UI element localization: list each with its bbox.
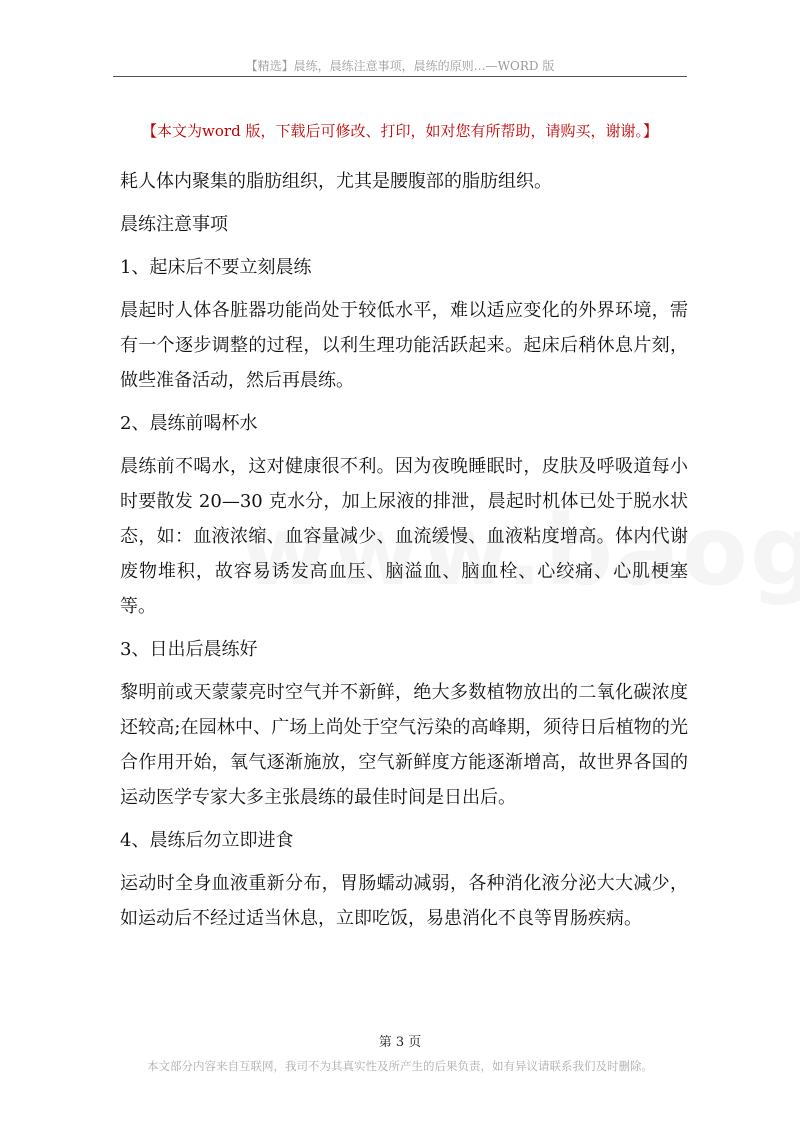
paragraph: 晨起时人体各脏器功能尚处于较低水平，难以适应变化的外界环境，需有一个逐步调整的过程，以利生理功能活跃起来。起床后稍休息片刻，做些准备活动，然后再晨练。: [120, 300, 688, 391]
section-title: 晨练注意事项: [120, 214, 228, 235]
subheading: 4、晨练后勿立即进食: [120, 830, 294, 851]
footer-disclaimer: 本文部分内容来自互联网，我司不为其真实性及所产生的后果负责，如有异议请联系我们及时删除。: [147, 1059, 653, 1073]
subheading: 1、起床后不要立刻晨练: [120, 257, 312, 278]
document-body: [120, 164, 688, 944]
document-header: 【精选】晨练，晨练注意事项，晨练的原则…—WORD 版: [245, 59, 555, 73]
paragraph: 晨练前不喝水，这对健康很不利。因为夜晚睡眠时，皮肤及呼吸道每小时要散发 20—30 克水分，加上尿液的排泄，晨起时机体已处于脱水状态，如：血液浓缩、血容量减少、血流缓慢、血液粘度增高。体内代谢废物堆积，故容易诱发高血压、脑溢血、脑血栓、心绞痛、心肌梗塞等。: [120, 456, 688, 617]
paragraph: 运动时全身血液重新分布，胃肠蠕动减弱，各种消化液分泌大大减少，如运动后不经过适当休息，立即吃饭，易患消化不良等胃肠疾病。: [120, 873, 688, 929]
page-number: 第 3 页: [378, 1035, 422, 1050]
subheading: 2、晨练前喝杯水: [120, 413, 258, 434]
download-notice: 【本文为word 版，下载后可修改、打印，如对您有所帮助，请购买，谢谢。】: [142, 122, 658, 140]
paragraph: 耗人体内聚集的脂肪组织，尤其是腰腹部的脂肪组织。: [120, 171, 552, 192]
header-divider: [113, 76, 687, 77]
subheading: 3、日出后晨练好: [120, 639, 258, 660]
paragraph: 黎明前或天蒙蒙亮时空气并不新鲜，绝大多数植物放出的二氧化碳浓度还较高;在园林中、广场上尚处于空气污染的高峰期，须待日后植物的光合作用开始，氧气逐渐施放，空气新鲜度方能逐渐增高，故世界各国的运动医学专家大多主张晨练的最佳时间是日出后。: [120, 682, 688, 808]
